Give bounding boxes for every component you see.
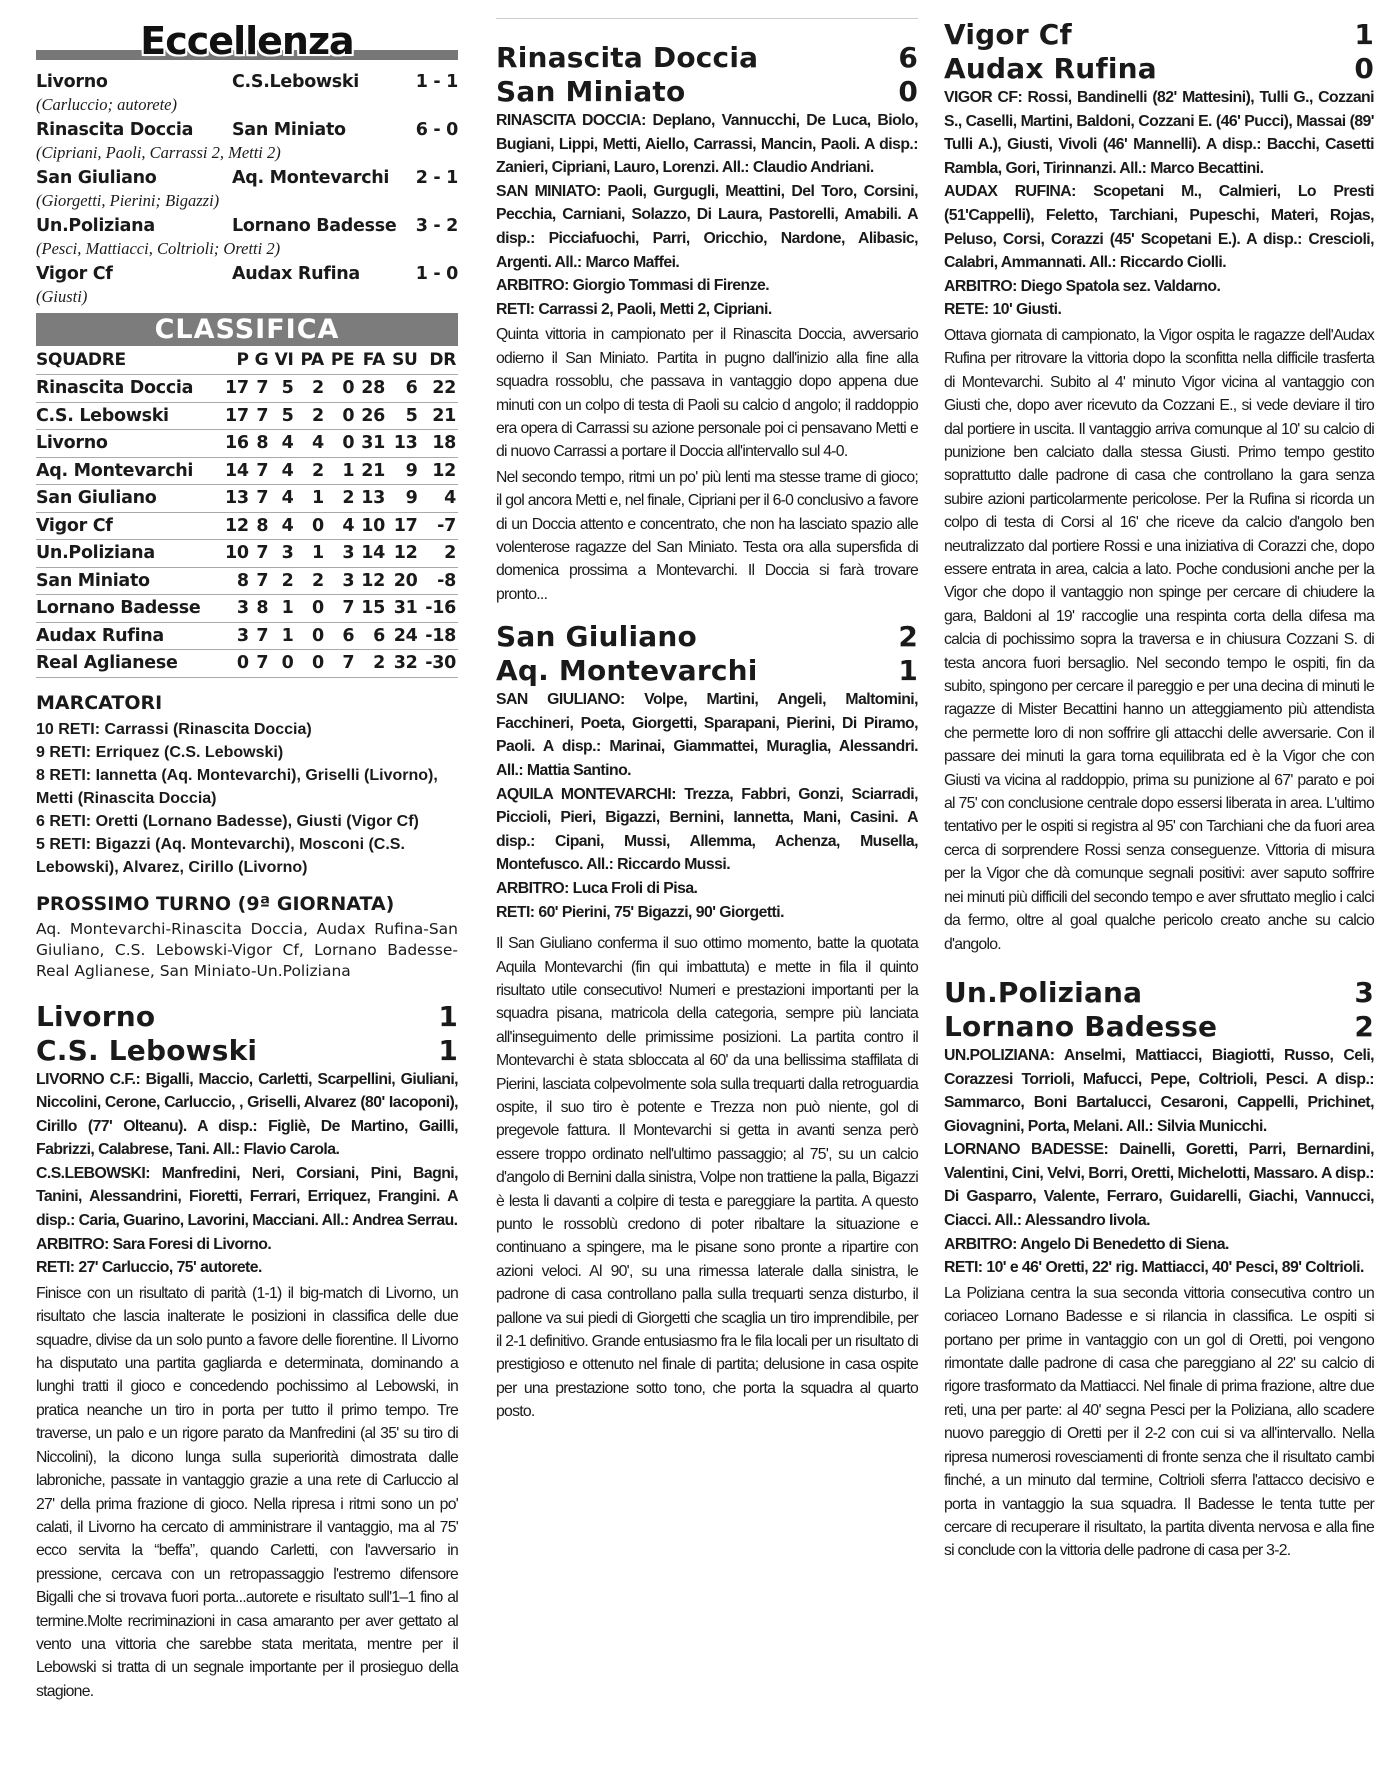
scorer-line: 5 RETI: Bigazzi (Aq. Montevarchi), Mosconi (C.S. Lebowski), Alvarez, Cirillo (Livorno) (36, 835, 405, 876)
away-team: Audax Rufina (232, 264, 360, 284)
standings-cell: 3 (270, 540, 295, 568)
home-team: Rinascita Doccia (496, 41, 759, 74)
match-header (944, 976, 1374, 1044)
standings-cell: 5 (270, 375, 295, 403)
standings-column-header: PE (326, 346, 356, 375)
result-scorers: (Pesci, Mattiacci, Coltrioli; Oretti 2) (36, 239, 281, 258)
away-team: San Miniato (496, 75, 686, 108)
standings-cell: 13 (356, 485, 387, 513)
standings-cell: 2 (296, 567, 326, 595)
standings-cell: 7 (326, 595, 356, 623)
standings-row (36, 567, 458, 595)
standings-header-row (36, 346, 458, 375)
home-lineup: RINASCITA DOCCIA: Deplano, Vannucchi, De Luca, Biolo, Bugiani, Lippi, Metti, Aiello, Carrassi, Mancin, Paoli. A disp.: Zanieri, Cipriani, Lauro, Lorenzi. All.: Claudio Andriani. (496, 112, 918, 177)
score: 3 - 2 (415, 216, 458, 236)
standings-row (36, 595, 458, 623)
match-report: Quinta vittoria in campionato per il Rinascita Doccia, avversario odierno il San Miniato. Partita in pugno dall'inizio alla fine alla squadra rossoblu, che passava in vantaggio dopo appena due minuti con un colpo di testa di Paoli su calcio d angolo; il raddoppio era opera di Carrassi su azione personale poi ci pensavano Metti e di nuovo Carrassi a portare il Doccia all'intervallo sul 4-0. (496, 326, 918, 461)
standings-team: San Miniato (36, 567, 220, 595)
scorer-line: 8 RETI: Iannetta (Aq. Montevarchi), Griselli (Livorno), Metti (Rinascita Doccia) (36, 766, 438, 807)
goals: RETI: 10' e 46' Oretti, 22' rig. Mattiacci, 40' Pesci, 89' Coltrioli. (944, 1259, 1364, 1277)
standings-column-header: VI (270, 346, 295, 375)
referee: ARBITRO: Angelo Di Benedetto di Siena. (944, 1235, 1229, 1253)
standings-cell: 21 (420, 402, 458, 430)
standings-column-header: SU (387, 346, 420, 375)
standings-cell: 4 (420, 485, 458, 513)
standings-cell: 0 (296, 650, 326, 678)
standings-cell: -8 (420, 567, 458, 595)
home-team: Un.Poliziana (36, 216, 155, 236)
standings-cell: 1 (296, 485, 326, 513)
away-lineup: LORNANO BADESSE: Dainelli, Goretti, Parri, Bernardini, Valentini, Cini, Velvi, Borri, Oretti, Michelotti, Massaro. A disp.: Di Gasparro, Valente, Ferraro, Guidarelli, Giachi, Vannucci, Ciacci. All.: Alessandro Iivola. (944, 1141, 1374, 1230)
result-row (36, 262, 458, 286)
standings-cell: 0 (296, 622, 326, 650)
match-report: Ottava giornata di campionato, la Vigor ospita le ragazze dell'Audax Rufina per ritrovare la vittoria dopo la sconfitta nella difficile trasferta di Montevarchi. Subito al 4' minuto Vigor vicina al vantaggio con Giusti che, dopo aver ricevuto da Cozzani E., si vede deviare il tiro dal portiere in uscita. Il vantaggio arriva comunque al 10' su calcio di punizione ben calciato dalla stessa Giusti. Primo tempo gestito soprattutto dalle padrone di casa che controllano la gara senza subire azioni particolarmente pericolose. Per la Rufina si ricorda un colpo di testa di Corsi al 16' che riceve da calcio d'angolo ben neutralizzato dal portiere Rossi e una iniziativa di Corazzi che, dopo essere entrata in area, calcia a lato. Poche condusioni anche per la Vigor che dopo il vantaggio non spinge per cercare di chiudere la gara, Baldoni al 19' raccoglie una respinta corta della difesa ma calcia di pochissimo sopra la traversa e in chiusura Cozzani S. di testa ancora fuori bersaglio. Nel secondo tempo le ospiti, fin da subito, spingono per cercare il pareggio e per una decina di minuti le ragazze di Mister Becattini hanno un atteggiamento più attendista che permette loro di non soffrire gli attacchi delle avversarie. Con il passare dei minuti la gara torna equilibrata ed è la Vigor che con Giusti va vicina al raddoppio, prima su punizione al 67' parato e poi al 75' con conclusione centrale dopo essersi liberata in area. L'ultimo tentativo per le ospiti si registra al 95' con Tarchiani che da fuori area cerca di sorprendere Rossi senza conseguenze. Vittoria di misura per la Vigor che dà comunque segnali positivi: aver saputo soffrire nei minuti più difficili del secondo tempo e aver sfruttato meglio i calci da fermo, oltre al goal qualche pericolo creato anche su calcio d'angolo. (944, 326, 1374, 953)
standings-cell: 16 (220, 430, 251, 458)
home-lineup: UN.POLIZIANA: Anselmi, Mattiacci, Biagiotti, Russo, Celi, Corazzesi Torrioli, Mafucci, Pepe, Coltrioli, Pesci. A disp.: Sammarco, Boni Bartalucci, Cesaroni, Cappelli, Prichinet, Giovagnini, Porta, Melani. All.: Silvia Municchi. (944, 1046, 1374, 1135)
standings-cell: 2 (296, 402, 326, 430)
standings-cell: 8 (251, 512, 271, 540)
column-left (36, 18, 458, 1703)
standings-cell: -18 (420, 622, 458, 650)
standings-column-header: P (220, 346, 251, 375)
standings-cell: 3 (220, 622, 251, 650)
scorer-line: 9 RETI: Erriquez (C.S. Lebowski) (36, 743, 284, 761)
scorer-line: 6 RETI: Oretti (Lornano Badesse), Giusti (Vigor Cf) (36, 812, 419, 830)
standings-cell: -30 (420, 650, 458, 678)
match-report-continued: Nel secondo tempo, ritmi un po' più lenti ma stesse trame di gioco; il gol ancora Metti e, nel finale, Cipriani per il 6-0 conclusivo a favore di un Doccia attento e concentrato, che non ha lasciato spazio alle volenterose ragazze del San Miniato. Testa ora alla supersfida di domenica prossima a Montevarchi. Il Doccia si farà trovare pronto... (496, 468, 918, 603)
standings-cell: 8 (251, 595, 271, 623)
standings-cell: 12 (356, 567, 387, 595)
standings-column-header: G (251, 346, 271, 375)
standings-cell: 15 (356, 595, 387, 623)
standings-team: Aq. Montevarchi (36, 457, 220, 485)
standings-row (36, 622, 458, 650)
score: 1 - 0 (415, 264, 458, 284)
standings-row (36, 375, 458, 403)
standings-cell: 18 (420, 430, 458, 458)
referee: ARBITRO: Sara Foresi di Livorno. (36, 1235, 272, 1253)
standings-cell: -16 (420, 595, 458, 623)
goals: RETI: 27' Carluccio, 75' autorete. (36, 1259, 262, 1277)
standings-cell: 24 (387, 622, 420, 650)
standings-cell: 4 (270, 430, 295, 458)
away-team: Aq. Montevarchi (496, 654, 758, 688)
scorers-title: MARCATORI (36, 691, 163, 714)
standings-row (36, 430, 458, 458)
standings-team: San Giuliano (36, 485, 220, 513)
standings-cell: 0 (296, 595, 326, 623)
result-row (36, 70, 458, 94)
away-team: Aq. Montevarchi (232, 168, 390, 188)
score: 1 - 1 (415, 72, 458, 92)
result-scorers: (Giusti) (36, 287, 88, 306)
standings-cell: 12 (420, 457, 458, 485)
scorers-list (36, 718, 458, 879)
standings-cell: 13 (220, 485, 251, 513)
standings-team: Un.Poliziana (36, 540, 220, 568)
standings-cell: 13 (387, 430, 420, 458)
away-lineup: AQUILA MONTEVARCHI: Trezza, Fabbri, Gonzi, Sciarradi, Piccioli, Pieri, Bigazzi, Bernini, Iannetta, Mani, Casini. A disp.: Cipani, Mussi, Allemma, Achenza, Musella, Montefusco. All.: Riccardo Mussi. (496, 785, 918, 874)
standings-team: Audax Rufina (36, 622, 220, 650)
match-report: Finisce con un risultato di parità (1-1) il big-match di Livorno, un risultato che lascia inalterate le posizioni in classifica delle due squadre, divise da un solo punto a favore delle fiorentine. Il Livorno ha disputato una partita gagliarda e determinata, dominando a lunghi tratti il gioco e concedendo pochissimo al Lebowski, in pratica neanche un tiro in porta per tutto il primo tempo. Tre traverse, un palo e un rigore parato da Manfredini (al 35' su tiro di Niccolini), la dicono lunga sulla superiorità dimostrata dalle labroniche, passate in vantaggio grazie a una rete di Carluccio al 27' della prima frazione di gioco. Nella ripresa i ritmi sono un po' calati, il Livorno ha cercato di amministrare il vantaggio, ma al 75' ecco servita la “beffa”, quando Carletti, con l'avversario in pressione, cercava con un retropassaggio l'estremo difensore Bigalli che si trovava fuori porta...autorete e risultato sull'1–1 fino al termine.Molte recriminazioni in casa amaranto per aver gettato al vento una vittoria che sarebbe stata meritata, mentre per il Lebowski si tratta di un segnale importante per il prosieguo della stagione. (36, 1284, 458, 1700)
standings-cell: 7 (251, 567, 271, 595)
standings-cell: 0 (326, 430, 356, 458)
standings-cell: 9 (387, 485, 420, 513)
standings-cell: 7 (251, 622, 271, 650)
standings-cell: 14 (356, 540, 387, 568)
match-sangiuliano (496, 620, 918, 1423)
standings-row (36, 485, 458, 513)
next-round-title: PROSSIMO TURNO (9ª GIORNATA) (36, 892, 395, 915)
standings-cell: 17 (387, 512, 420, 540)
standings-team: Real Aglianese (36, 650, 220, 678)
standings-cell: 7 (251, 485, 271, 513)
standings-row (36, 457, 458, 485)
standings-cell: 0 (326, 402, 356, 430)
standings-cell: 7 (326, 650, 356, 678)
away-team: Lornano Badesse (944, 1009, 1218, 1043)
result-row (36, 166, 458, 190)
goals: RETI: 60' Pierini, 75' Bigazzi, 90' Giorgetti. (496, 903, 784, 921)
standings-cell: 0 (296, 512, 326, 540)
goals: RETI: Carrassi 2, Paoli, Metti 2, Cipriani. (496, 300, 772, 318)
standings-cell: 2 (326, 485, 356, 513)
match-header (496, 620, 918, 688)
standings-body (36, 375, 458, 678)
standings-cell: 5 (387, 402, 420, 430)
standings-team: Livorno (36, 430, 220, 458)
match-poliziana (944, 976, 1374, 1563)
standings-cell: 10 (356, 512, 387, 540)
goals: RETE: 10' Giusti. (944, 301, 1062, 319)
home-team: San Giuliano (36, 168, 157, 188)
column-middle (496, 18, 918, 1424)
standings-cell: 2 (270, 567, 295, 595)
result-scorers: (Giorgetti, Pierini; Bigazzi) (36, 191, 220, 210)
match-header (944, 18, 1374, 86)
away-lineup: AUDAX RUFINA: Scopetani M., Calmieri, Lo Presti (51'Cappelli), Feletto, Tarchiani, Pupeschi, Materi, Rojas, Peluso, Corsi, Corazzi (45' Scopetani E.). A disp.: Crescioli, Calabri, Ammannati. All.: Riccardo Ciolli. (944, 183, 1374, 272)
league-title: Eccellenza (140, 19, 354, 63)
standings-cell: 7 (251, 540, 271, 568)
away-team: Lornano Badesse (232, 216, 397, 236)
home-score: 1 (438, 999, 458, 1033)
away-score: 1 (898, 654, 918, 688)
score: 2 - 1 (415, 168, 458, 188)
result-row (36, 214, 458, 238)
home-team: Livorno (36, 72, 108, 92)
home-team: Un.Poliziana (944, 975, 1143, 1009)
standings-cell: 4 (270, 485, 295, 513)
standings-cell: 3 (220, 595, 251, 623)
standings-cell: 8 (220, 567, 251, 595)
standings-cell: 1 (270, 622, 295, 650)
standings-cell: 2 (420, 540, 458, 568)
standings-team: Lornano Badesse (36, 595, 220, 623)
standings-table (36, 346, 458, 678)
home-team: Vigor Cf (36, 264, 113, 284)
standings-cell: 0 (270, 650, 295, 678)
scorer-line: 10 RETI: Carrassi (Rinascita Doccia) (36, 720, 312, 738)
standings-column-header: FA (356, 346, 387, 375)
standings-cell: 3 (326, 540, 356, 568)
standings-cell: 3 (326, 567, 356, 595)
standings-cell: 31 (387, 595, 420, 623)
standings-cell: 12 (387, 540, 420, 568)
home-score: 2 (898, 620, 918, 654)
away-lineup: C.S.LEBOWSKI: Manfredini, Neri, Corsiani, Pini, Bagni, Tanini, Alessandrini, Fioretti, Ferrari, Erriquez, Frangini. A disp.: Caria, Guarino, Lavorini, Macciani. All.: Andrea Serrau. (36, 1164, 458, 1230)
standings-cell: 9 (387, 457, 420, 485)
standings-cell: 14 (220, 457, 251, 485)
standings-cell: -7 (420, 512, 458, 540)
standings-cell: 0 (220, 650, 251, 678)
match-report: La Poliziana centra la sua seconda vittoria consecutiva contro un coriaceo Lornano Badesse e si rilancia in classifica. Le ospiti si portano per prime in vantaggio con un gol di Oretti, poi vengono rimontate dalle padrone di casa che pareggiano al 22' su calcio di rigore trasformato da Mattiacci. Nel finale di prima frazione, altre due reti, una per parte: al 40' segna Pesci per la Poliziana, allo scadere nuovo pareggio di Oretti per il 2-2 con cui si va all'intervallo. Nella ripresa numerosi rovesciamenti di fronte senza che il risultato cambi finché, a un minuto dal termine, Coltrioli sferra l'attacco decisivo e porta in vantaggio la sua squadra. Il Badesse le tenta tutte per cercare di recuperare il risultato, la partita diventa nervosa e alla fine si conclude con la vittoria delle padrone di casa per 3-2. (944, 1284, 1374, 1560)
home-team: Livorno (36, 999, 156, 1033)
standings-cell: 12 (220, 512, 251, 540)
standings-cell: 32 (387, 650, 420, 678)
score: 6 - 0 (415, 120, 458, 140)
standings-cell: 1 (326, 457, 356, 485)
away-team: Audax Rufina (944, 52, 1157, 85)
standings-cell: 4 (270, 512, 295, 540)
away-team: C.S.Lebowski (232, 72, 359, 92)
standings-row (36, 402, 458, 430)
standings-cell: 2 (296, 375, 326, 403)
column-right (944, 18, 1374, 1563)
results-list (36, 70, 458, 307)
standings-cell: 7 (251, 402, 271, 430)
referee: ARBITRO: Luca Froli di Pisa. (496, 879, 698, 897)
away-score: 0 (898, 75, 918, 108)
standings-cell: 4 (326, 512, 356, 540)
standings-row (36, 650, 458, 678)
standings-cell: 6 (326, 622, 356, 650)
next-round-fixtures: Aq. Montevarchi-Rinascita Doccia, Audax Rufina-San Giuliano, C.S. Lebowski-Vigor Cf, Lornano Badesse-Real Aglianese, San Miniato-Un.Poliziana (36, 919, 458, 980)
standings-cell: 21 (356, 457, 387, 485)
match-header (36, 1000, 458, 1068)
standings-title: CLASSIFICA (36, 313, 458, 346)
away-score: 1 (438, 1033, 458, 1067)
away-team: San Miniato (232, 120, 346, 140)
league-header (36, 18, 458, 64)
home-score: 6 (898, 41, 918, 74)
standings-row (36, 512, 458, 540)
standings-cell: 31 (356, 430, 387, 458)
standings-cell: 17 (220, 402, 251, 430)
standings-cell: 7 (251, 650, 271, 678)
standings-cell: 26 (356, 402, 387, 430)
standings-cell: 6 (356, 622, 387, 650)
standings-cell: 8 (251, 430, 271, 458)
home-team: Vigor Cf (944, 18, 1072, 51)
standings-cell: 22 (420, 375, 458, 403)
home-lineup: SAN GIULIANO: Volpe, Martini, Angeli, Maltomini, Facchineri, Poeta, Giorgetti, Sparapani, Pierini, Di Piramo, Paoli. A disp.: Marinai, Giammattei, Muraglia, Alessandri. All.: Mattia Santino. (496, 691, 918, 779)
match-livorno (36, 1000, 458, 1704)
standings-cell: 1 (270, 595, 295, 623)
match-header (496, 41, 918, 109)
home-score: 3 (1354, 975, 1374, 1009)
standings-cell: 2 (296, 457, 326, 485)
away-lineup: SAN MINIATO: Paoli, Gurgugli, Meattini, Del Toro, Corsini, Pecchia, Carniani, Solazzo, Di Laura, Pastorelli, Amabili. A disp.: Picciafuochi, Parri, Oricchio, Nardone, Alibasic, Argenti. All.: Marco Maffei. (496, 182, 918, 271)
standings-cell: 5 (270, 402, 295, 430)
standings-column-header: PA (296, 346, 326, 375)
result-row (36, 118, 458, 142)
standings-row (36, 540, 458, 568)
standings-cell: 17 (220, 375, 251, 403)
home-score: 1 (1354, 18, 1374, 51)
standings-cell: 20 (387, 567, 420, 595)
referee: ARBITRO: Giorgio Tommasi di Firenze. (496, 277, 770, 295)
match-vigor (944, 18, 1374, 956)
standings-team: Rinascita Doccia (36, 375, 220, 403)
home-lineup: LIVORNO C.F.: Bigalli, Maccio, Carletti, Scarpellini, Giuliani, Niccolini, Cerone, Carluccio, , Griselli, Alvarez (80' Iacoponi), Cirillo (77' Olteanu). A disp.: Figliè, De Martino, Gailli, Fabrizzi, Calabrese, Tani. All.: Flavio Carola. (36, 1070, 458, 1159)
standings-column-header: DR (420, 346, 458, 375)
home-team: Rinascita Doccia (36, 120, 194, 140)
home-lineup: VIGOR CF: Rossi, Bandinelli (82' Mattesini), Tulli G., Cozzani S., Caselli, Martini, Baldoni, Cozzani E. (46' Pucci), Massai (89' Tulli A.), Giusti, Vivoli (46' Mannelli). A disp.: Bacchi, Casetti Rambla, Gori, Tirinnanzi. All.: Marco Becattini. (944, 89, 1374, 177)
standings-cell: 10 (220, 540, 251, 568)
standings-team: Vigor Cf (36, 512, 220, 540)
standings-team: C.S. Lebowski (36, 402, 220, 430)
standings-column-header: SQUADRE (36, 346, 220, 375)
standings-cell: 2 (356, 650, 387, 678)
home-team: San Giuliano (496, 620, 697, 654)
standings-cell: 0 (326, 375, 356, 403)
match-report: Il San Giuliano conferma il suo ottimo momento, batte la quotata Aquila Montevarchi (fin qui imbattuta) e mette in fila il quinto risultato utile consecutivo! Numeri e prestazioni importanti per la squadra pisana, matricola della categoria, sempre più lanciata all'inseguimento delle primissime posizioni. La partita contro il Montevarchi è stata sbloccata al 60' da una bellissima staffilata di Pierini, lasciata colpevolmente sola sulla trequarti dalla retroguardia ospite, il suo tiro è potente e Trezza non può niente, gol di pregevole fattura. Il Montevarchi si getta in avanti senza però essere troppo ordinato nell'ultimo passaggio; al 75', su un calcio d'angolo di Bernini dalla sinistra, Volpe non trattiene la palla, Bigazzi è lesta li davanti a colpire di testa e pareggiare la partita. A questo punto le rossoblù credono di poter ribaltare la situazione e continuano a spingere, ma le pisane sono pronte a ripartire con azioni veloci. Al 90', su una rimessa laterale dalla sinistra, le padrone di casa controllano palla sulla trequarti senza disturbo, il pallone va sui piedi di Giorgetti che scaglia un tiro imprendibile, per il 2-1 definitivo. Grande entusiasmo fra le fila locali per un risultato di prestigioso e ottenuto nel finale di partita; delusione in casa ospite per una prestazione sotto tono, che porta la squadra al quarto posto. (496, 935, 918, 1421)
column-divider (496, 18, 918, 19)
standings-cell: 1 (296, 540, 326, 568)
referee: ARBITRO: Diego Spatola sez. Valdarno. (944, 277, 1221, 295)
standings-cell: 4 (270, 457, 295, 485)
away-team: C.S. Lebowski (36, 1033, 258, 1067)
standings-cell: 7 (251, 457, 271, 485)
away-score: 0 (1354, 52, 1374, 85)
match-doccia (496, 41, 918, 606)
result-scorers: (Cipriani, Paoli, Carrassi 2, Metti 2) (36, 143, 281, 162)
standings-cell: 7 (251, 375, 271, 403)
standings-cell: 28 (356, 375, 387, 403)
standings-cell: 6 (387, 375, 420, 403)
standings-cell: 4 (296, 430, 326, 458)
away-score: 2 (1354, 1009, 1374, 1043)
result-scorers: (Carluccio; autorete) (36, 95, 177, 114)
